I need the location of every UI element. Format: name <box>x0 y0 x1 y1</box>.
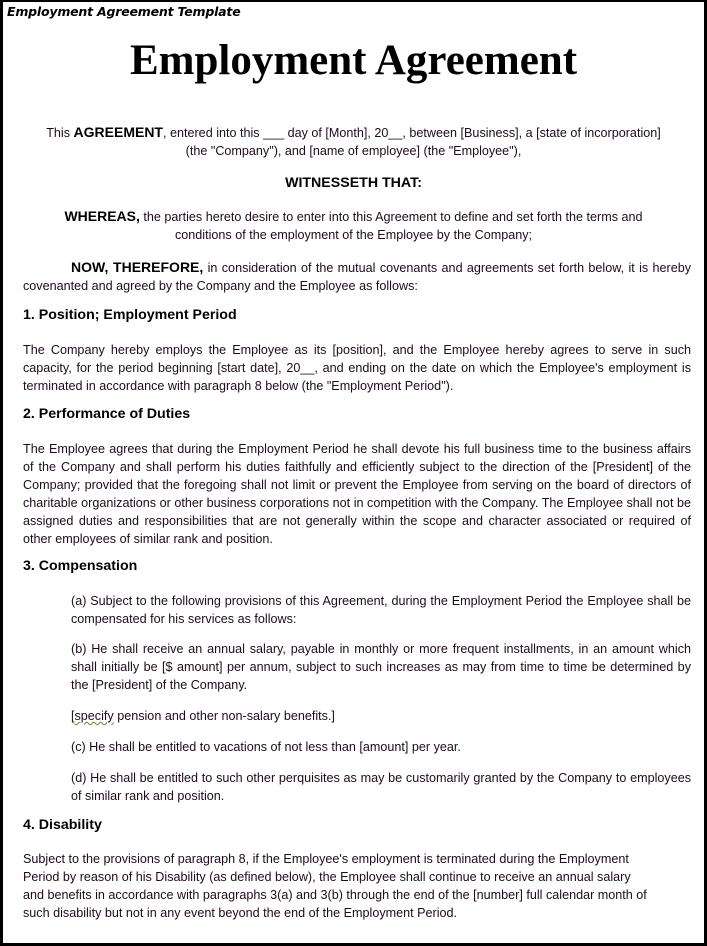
compensation-item-d: (d) He shall be entitled to such other perquisites as may be customarily granted by the Company to employees of similar rank and position. <box>71 771 691 803</box>
compensation-item-c: (c) He shall be entitled to vacations of not less than [amount] per year. <box>71 740 461 754</box>
section-4-line: Subject to the provisions of paragraph 8, if the Employee's employment is terminated during the Employment <box>23 852 629 866</box>
now-therefore-paragraph: NOW, THEREFORE, in consideration of the mutual covenants and agreements set forth below, it is hereby covenanted and agreed by the Company and the Employee as follows: <box>23 259 692 293</box>
section-4-heading: 4. Disability <box>23 817 102 833</box>
witnesseth-heading: WITNESSETH THAT: <box>285 175 422 191</box>
section-4-line: and benefits in accordance with paragraphs 3(a) and 3(b) through the end of the [number] full calendar month of <box>23 888 647 902</box>
section-2-heading: 2. Performance of Duties <box>23 406 191 422</box>
section-4-line: Period by reason of his Disability (as defined below), the Employee shall continue to receive an annual salary <box>23 870 631 884</box>
document-label: Employment Agreement Template <box>7 4 241 19</box>
compensation-specify-note: [specify pension and other non-salary benefits.] <box>71 709 335 723</box>
section-3-heading: 3. Compensation <box>23 558 138 574</box>
intro-line-2: (the "Company"), and [name of employee] (the "Employee"), <box>185 144 522 158</box>
whereas-line-2: conditions of the employment of the Employee by the Company; <box>174 228 533 242</box>
spellcheck-word: specify <box>74 709 114 723</box>
compensation-item-a: (a) Subject to the following provisions of this Agreement, during the Employment Period the Employee shall be compensated for his services as follows: <box>71 594 691 626</box>
intro-line-1: This AGREEMENT, entered into this ___ day of [Month], 20__, between [Business], a [state of incorporation] <box>46 124 661 140</box>
whereas-keyword: WHEREAS, <box>64 208 140 224</box>
section-1-heading: 1. Position; Employment Period <box>23 307 237 323</box>
intro-paragraph <box>13 123 694 160</box>
whereas-paragraph <box>13 207 694 244</box>
section-2-body: The Employee agrees that during the Employment Period he shall devote his full business time to the business affairs of the Company and shall perform his duties faithfully and efficiently subject to the direction of the [President] of the Company; provided that the foregoing shall not limit or prevent the Employee from serving on the board of directors of charitable organizations or other business corporations not in competition with the Company. The Employee shall not be assigned duties and responsibilities that are not generally within the scope and character associated or required of other employees of similar rank and position. <box>23 442 691 546</box>
now-therefore-keyword: NOW, THEREFORE, <box>71 259 204 275</box>
document-title: Employment Agreement <box>129 37 578 84</box>
section-4-body <box>23 850 647 922</box>
section-1-body: The Company hereby employs the Employee as its [position], and the Employee hereby agrees to serve in such capacity, for the period beginning [start date], 20__, and ending on the date on which the Employee's employment is terminated in accordance with paragraph 8 below (the "Employment Period"). <box>23 343 691 393</box>
section-4-line: such disability but not in any event beyond the end of the Employment Period. <box>23 906 458 920</box>
compensation-item-b: (b) He shall receive an annual salary, payable in monthly or more frequent installments, in an amount which shall initially be [$ amount] per annum, subject to such increases as may from time to time be determined by the [President] of the Company. <box>71 642 691 692</box>
whereas-line-1: WHEREAS, the parties hereto desire to enter into this Agreement to define and set forth the terms and <box>64 208 643 224</box>
agreement-keyword: AGREEMENT <box>73 124 163 140</box>
